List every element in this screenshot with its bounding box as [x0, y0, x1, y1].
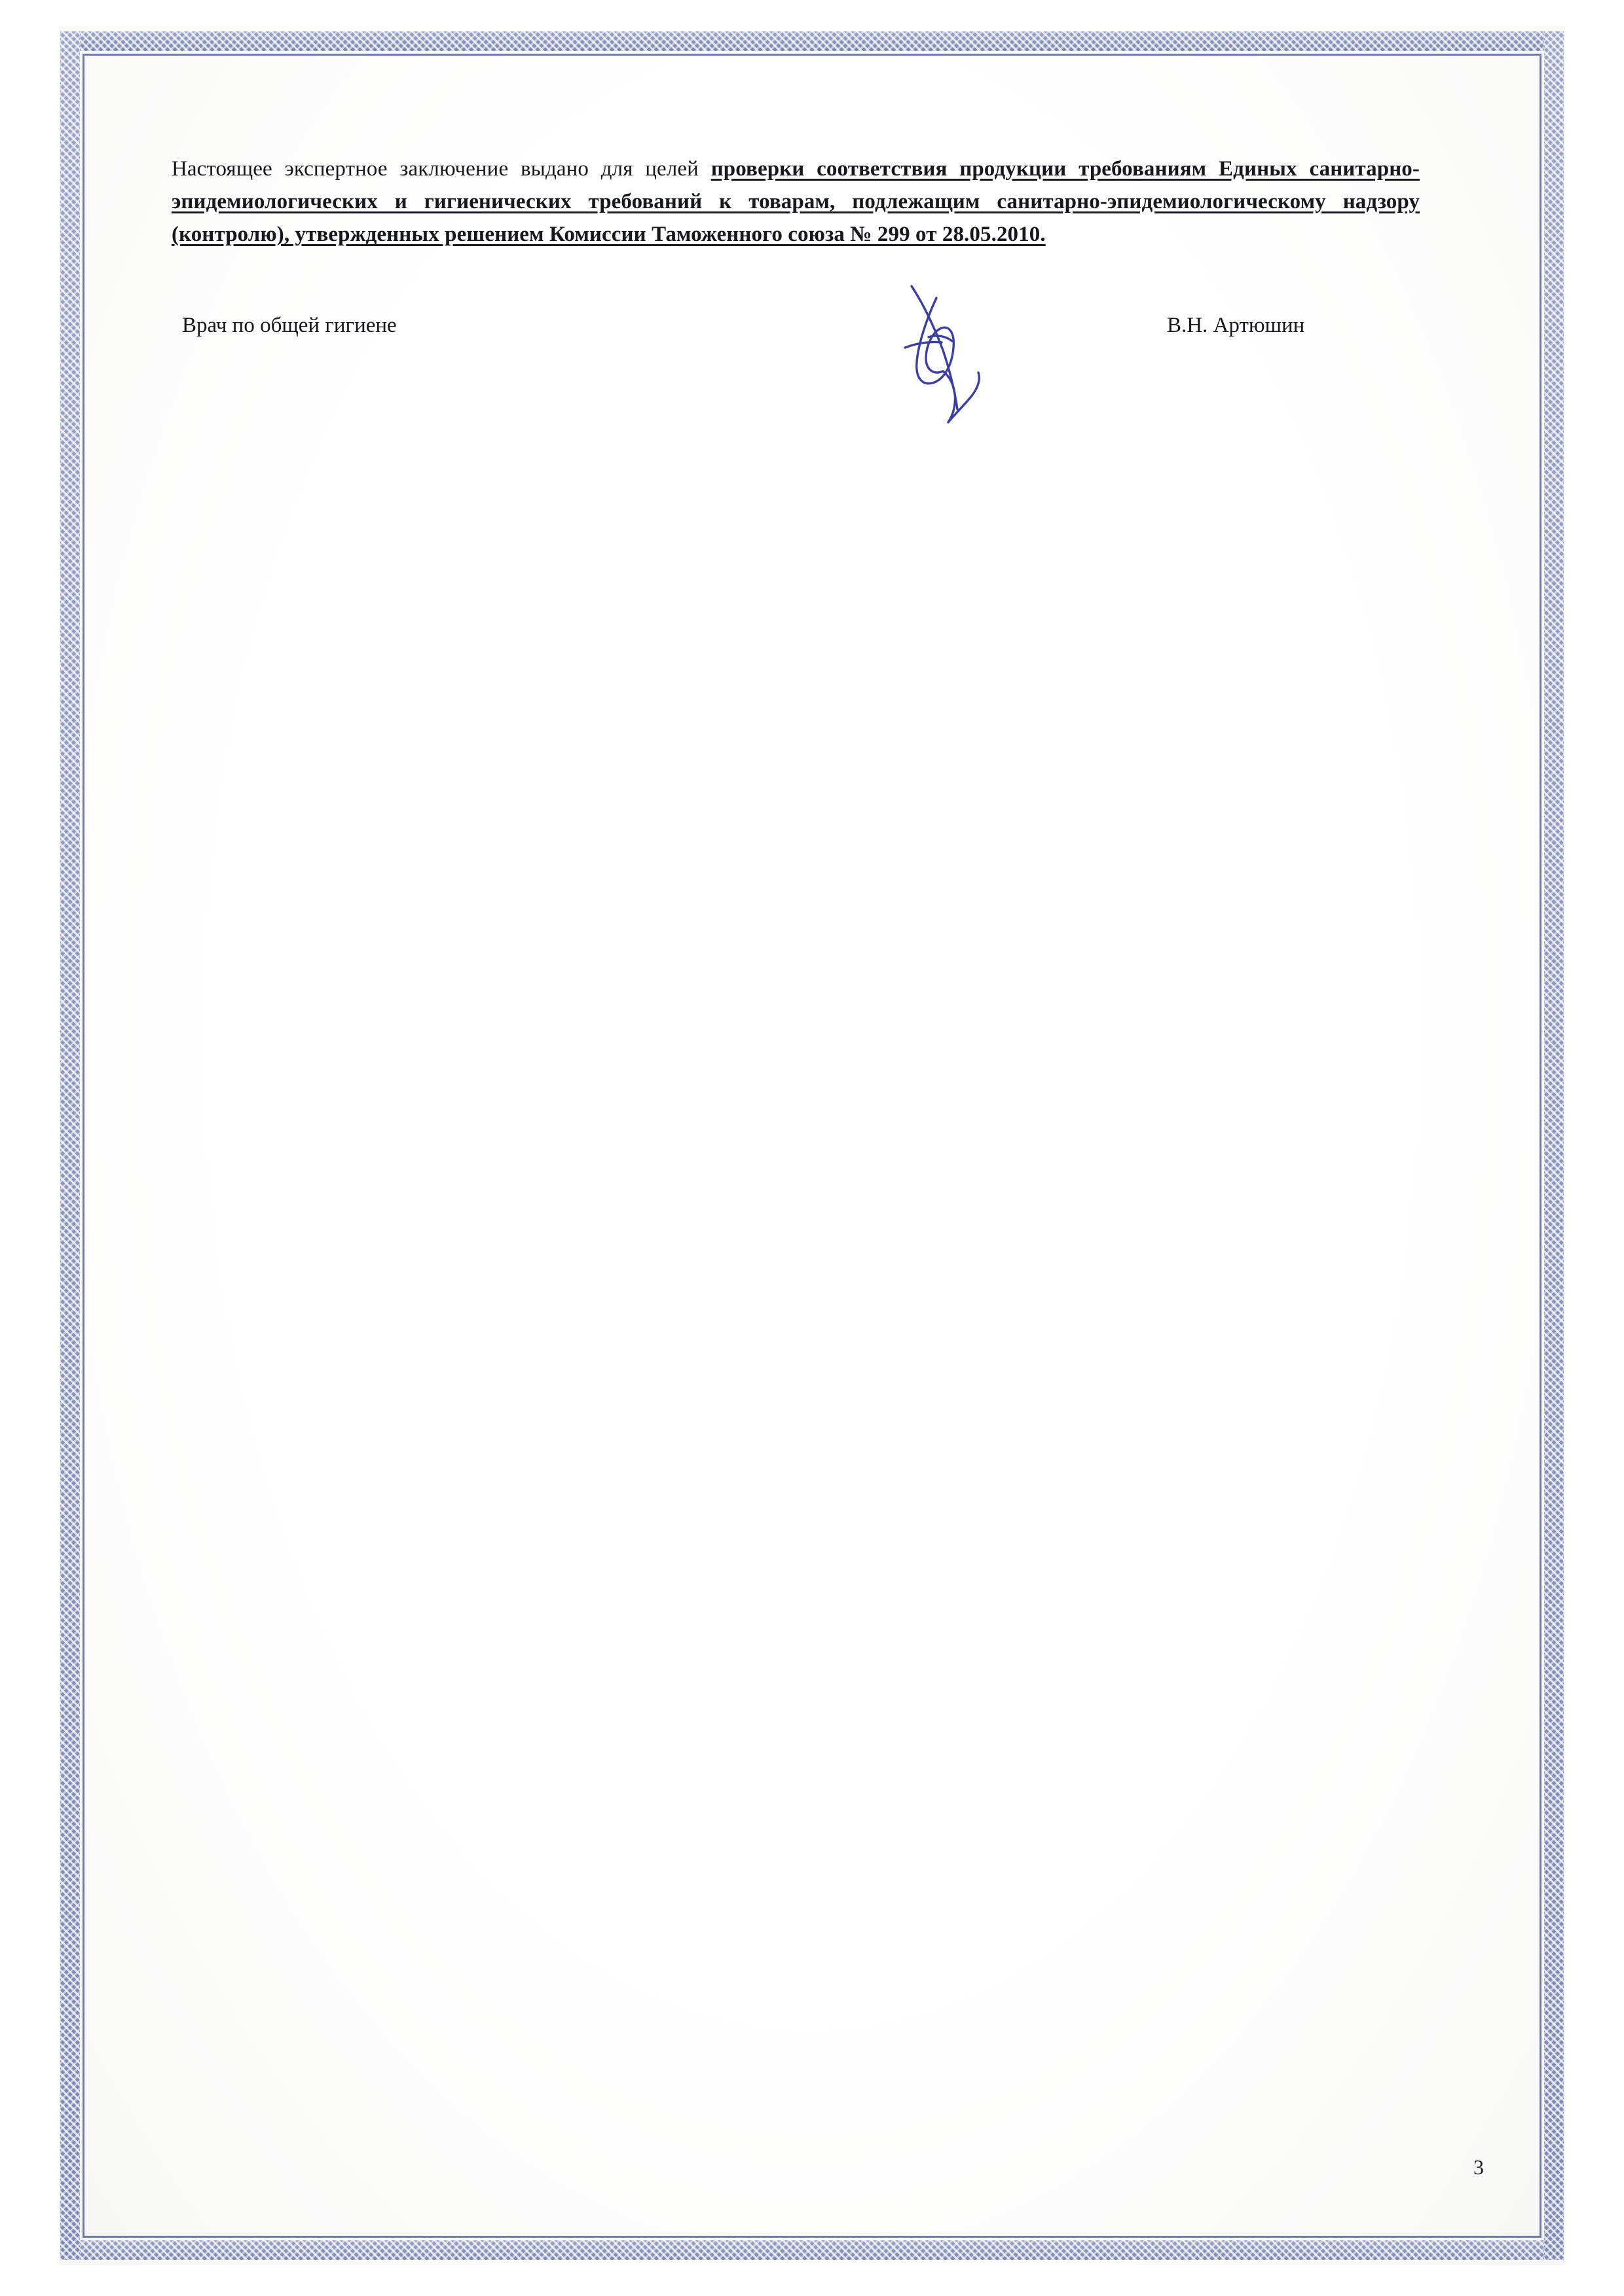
signatory-name: В.Н. Артюшин	[1167, 314, 1305, 338]
border-band-top	[60, 31, 1564, 51]
signature-block	[172, 314, 1420, 510]
intro-paragraph	[172, 153, 1420, 251]
intro-lead-text: Настоящее экспертное заключение выдано для целей	[172, 157, 711, 181]
handwritten-signature-icon	[866, 274, 1036, 471]
signatory-role: Врач по общей гигиене	[182, 314, 397, 338]
intro-emphasis-text: проверки соответствия продукции требованиям Единых санитарно-эпидемиологических и гигиенических требований к товарам, подлежащим санитарно-эпидемиологическому надзору (контролю), утвержденных решением Комиссии Таможенного союза № 299 от 28.05.2010.	[172, 157, 1420, 247]
page-number: 3	[1473, 2155, 1484, 2179]
border-band-right	[1544, 31, 1564, 2260]
document-content	[172, 131, 1420, 510]
border-band-bottom	[60, 2240, 1564, 2260]
border-band-left	[60, 31, 80, 2260]
